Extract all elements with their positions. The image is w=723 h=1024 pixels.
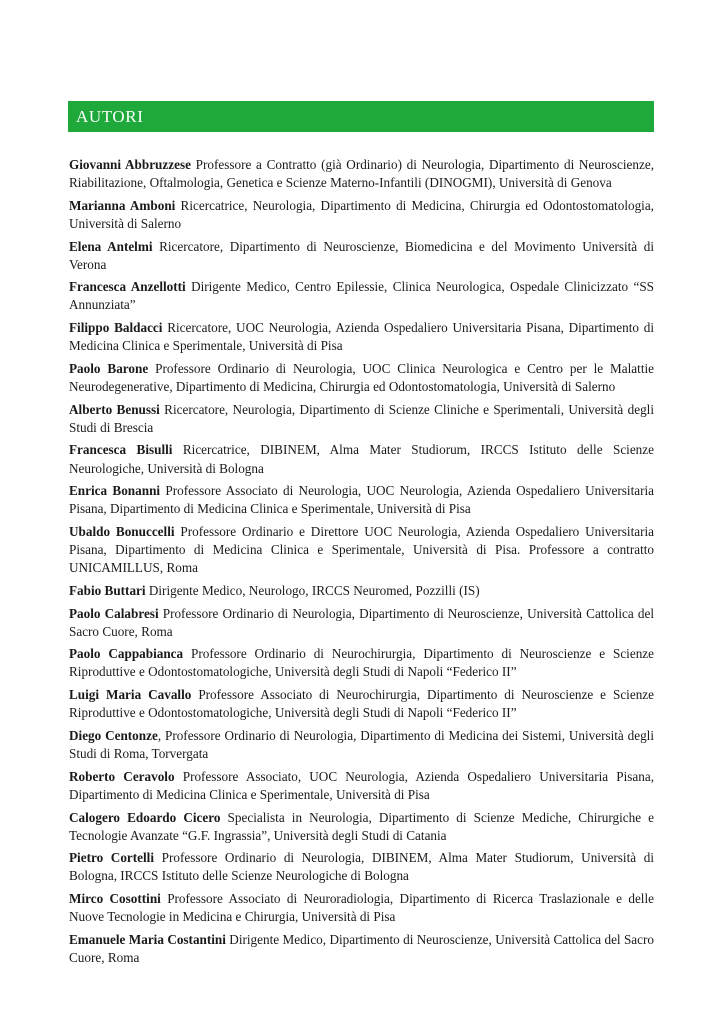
author-affiliation: Professore Ordinario di Neurochirurgia, Dipartimento di Neuroscienze e Scienze Riproduttive e Odontostomatologiche, Università degli Studi di Napoli “Federico II” <box>69 646 654 680</box>
author-affiliation: Specialista in Neurologia, Dipartimento di Scienze Mediche, Chirurgiche e Tecnologie Avanzate “G.F. Ingrassia”, Università degli Studi di Catania <box>69 809 655 843</box>
author-name: Emanuele Maria Costantini <box>69 931 226 947</box>
author-entry <box>69 849 654 885</box>
author-affiliation: Professore Associato di Neurochirurgia, Dipartimento di Neuroscienze e Scienze Riproduttive e Odontostomatologiche, Università degli Studi di Napoli “Federico II” <box>69 687 654 721</box>
author-affiliation: Ricercatore, Dipartimento di Neuroscienze, Biomedicina e del Movimento Università di Verona <box>69 238 654 272</box>
author-entry <box>69 441 654 477</box>
author-name: Mirco Cosottini <box>69 891 161 907</box>
section-title: AUTORI <box>76 106 144 126</box>
author-entry <box>69 278 654 314</box>
author-entry <box>69 645 654 681</box>
author-entry <box>69 727 654 763</box>
author-name: Paolo Calabresi <box>69 605 159 621</box>
author-entry <box>69 809 654 845</box>
author-affiliation: Ricercatrice, Neurologia, Dipartimento di Medicina, Chirurgia ed Odontostomatologia, Università di Salerno <box>69 197 654 231</box>
author-name: Fabio Buttari <box>69 582 146 598</box>
author-affiliation: Professore Associato di Neurologia, UOC Neurologia, Azienda Ospedaliero Universitaria Pisana, Dipartimento di Medicina Clinica e Sperimentale, Università di Pisa <box>69 483 655 517</box>
author-name: Francesca Anzellotti <box>69 279 186 295</box>
author-entry <box>69 931 654 967</box>
author-affiliation: Dirigente Medico, Neurologo, IRCCS Neuromed, Pozzilli (IS) <box>145 582 480 598</box>
author-entry <box>69 482 654 518</box>
author-entry <box>69 768 654 804</box>
author-affiliation: Professore a Contratto (già Ordinario) di Neurologia, Dipartimento di Neuroscienze, Riabilitazione, Oftalmologia, Genetica e Scienze Materno-Infantili (DINOGMI), Università di Genova <box>69 157 654 191</box>
author-entry <box>69 890 654 926</box>
author-name: Francesca Bisulli <box>69 442 173 458</box>
author-affiliation: Professore Associato di Neuroradiologia, Dipartimento di Ricerca Traslazionale e delle Nuove Tecnologie in Medicina e Chirurgia, Università di Pisa <box>69 891 654 925</box>
author-entry <box>69 360 654 396</box>
author-affiliation: Ricercatrice, DIBINEM, Alma Mater Studiorum, IRCCS Istituto delle Scienze Neurologiche, Università di Bologna <box>69 442 654 476</box>
author-entry <box>69 156 654 192</box>
author-entry <box>69 238 654 274</box>
author-name: Filippo Baldacci <box>69 320 163 336</box>
author-affiliation: Professore Associato, UOC Neurologia, Azienda Ospedaliero Universitaria Pisana, Dipartimento di Medicina Clinica e Sperimentale, Università di Pisa <box>69 768 655 802</box>
author-name: Calogero Edoardo Cicero <box>69 809 221 825</box>
author-affiliation: Dirigente Medico, Centro Epilessie, Clinica Neurologica, Ospedale Clinicizzato “SS Annunziata” <box>69 279 655 313</box>
author-name: Alberto Benussi <box>69 401 160 417</box>
author-entry <box>69 523 654 577</box>
author-name: Giovanni Abbruzzese <box>69 157 191 172</box>
author-affiliation: Dirigente Medico, Dipartimento di Neuroscienze, Università Cattolica del Sacro Cuore, Roma <box>69 931 654 965</box>
author-name: Luigi Maria Cavallo <box>69 687 192 703</box>
author-entry <box>69 197 654 233</box>
author-entry <box>69 582 654 600</box>
author-affiliation: Professore Ordinario di Neurologia, UOC Clinica Neurologica e Centro per le Malattie Neurodegenerative, Dipartimento di Medicina, Chirurgia ed Odontostomatologia, Università di Salerno <box>69 360 655 394</box>
author-name: Roberto Ceravolo <box>69 768 175 784</box>
author-affiliation: Professore Ordinario di Neurologia, DIBINEM, Alma Mater Studiorum, Università di Bologna, IRCCS Istituto delle Scienze Neurologiche di Bologna <box>69 850 654 884</box>
author-entry <box>69 319 654 355</box>
author-affiliation: Ricercatore, UOC Neurologia, Azienda Ospedaliero Universitaria Pisana, Dipartimento di Medicina Clinica e Sperimentale, Università di Pisa <box>69 320 654 354</box>
author-affiliation: Professore Ordinario di Neurologia, Dipartimento di Neuroscienze, Università Cattolica del Sacro Cuore, Roma <box>69 605 654 639</box>
author-name: Paolo Cappabianca <box>69 646 184 662</box>
section-header-bar <box>68 101 654 132</box>
author-name: Diego Centonze <box>69 727 158 743</box>
author-name: Enrica Bonanni <box>69 483 161 499</box>
author-entry <box>69 605 654 641</box>
author-name: Elena Antelmi <box>69 238 153 254</box>
author-entry <box>69 686 654 722</box>
author-entry <box>69 401 654 437</box>
author-name: Pietro Cortelli <box>69 850 155 866</box>
author-name: Ubaldo Bonuccelli <box>69 524 175 540</box>
author-name: Marianna Amboni <box>69 197 176 213</box>
author-name: Paolo Barone <box>69 360 149 376</box>
author-affiliation: , Professore Ordinario di Neurologia, Dipartimento di Medicina dei Sistemi, Università degli Studi di Roma, Torvergata <box>69 727 655 762</box>
author-affiliation: Ricercatore, Neurologia, Dipartimento di Scienze Cliniche e Sperimentali, Università degli Studi di Brescia <box>69 401 654 435</box>
authors-list <box>69 156 654 972</box>
author-affiliation: Professore Ordinario e Direttore UOC Neurologia, Azienda Ospedaliero Universitaria Pisana, Dipartimento di Medicina Clinica e Sperimentale, Università di Pisa. Professore a contratto UNICAMILLUS, Roma <box>69 524 654 576</box>
